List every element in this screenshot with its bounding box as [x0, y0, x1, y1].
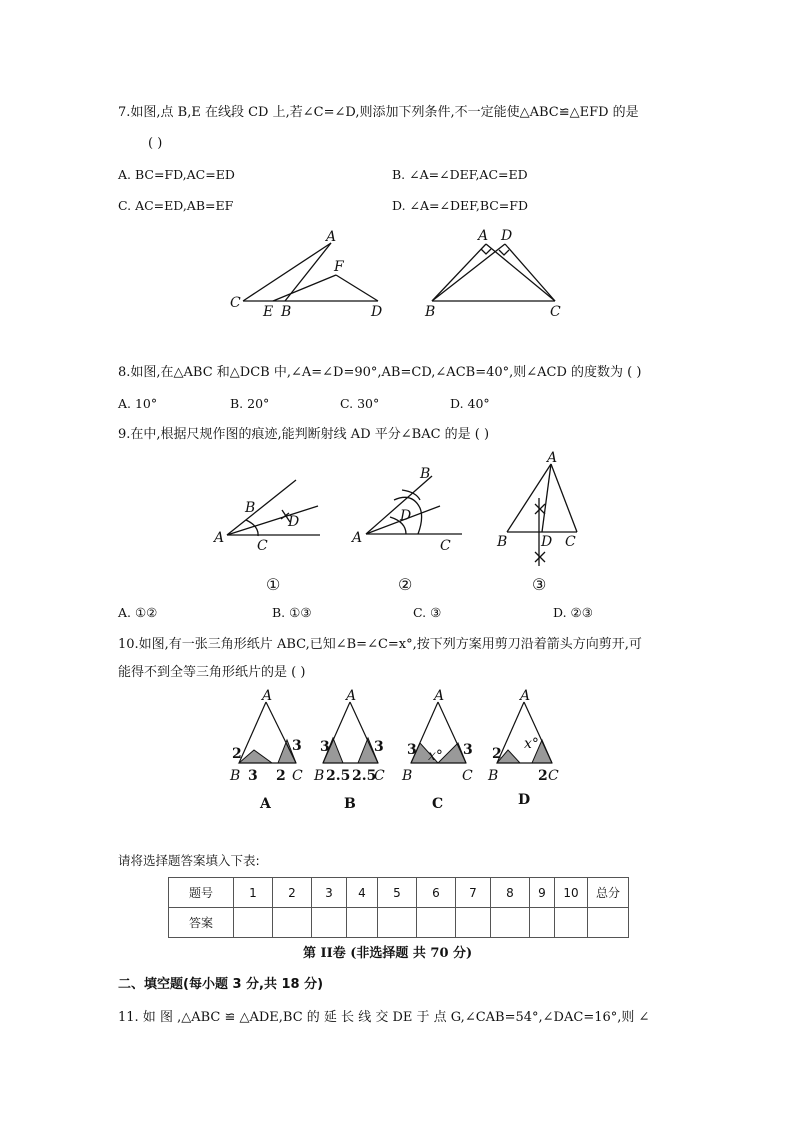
q10-c-vertex-b: B [402, 768, 413, 784]
answer-table-answer-row [169, 908, 629, 938]
answer-table-header-label: 题号 [169, 878, 234, 908]
q9-figure-3 [495, 446, 595, 571]
q10-b-measure-3-right: 3 [374, 739, 384, 755]
q7-label-c: C [230, 295, 241, 311]
q10-stem-line1: 10.如图,有一张三角形纸片 ABC,已知∠B=∠C=x°,按下列方案用剪刀沿着箭头方向剪开,可 [118, 637, 642, 652]
q9-option-c: C. ③ [413, 605, 442, 620]
answer-table-intro: 请将选择题答案填入下表: [118, 853, 260, 868]
answer-table-header-row [169, 878, 629, 908]
q9-option-a: A. ①② [118, 605, 158, 620]
answer-cell-9[interactable] [530, 908, 555, 938]
answer-table-header-3: 3 [312, 878, 347, 908]
q10-panel-d-label: D [518, 792, 531, 808]
q9-fig1-label-c: C [257, 538, 268, 554]
q7-figure-left [225, 226, 395, 322]
q10-a-vertex-b: B [230, 768, 241, 784]
answer-cell-1[interactable] [234, 908, 273, 938]
q9-figure-number-3: ③ [532, 575, 547, 594]
q10-panel-a [226, 688, 306, 816]
q10-stem-line2: 能得不到全等三角形纸片的是 ( ) [118, 665, 306, 680]
q7-label-b: B [281, 304, 292, 320]
q9-fig2-label-c: C [440, 538, 451, 552]
q9-figure-number-2: ② [398, 575, 413, 594]
q7-option-b: B. ∠A=∠DEF,AC=ED [392, 167, 528, 182]
answer-table-header-1: 1 [234, 878, 273, 908]
q10-d-vertex-b: B [488, 768, 499, 784]
q10-d-measure-2-bottom: 2 [538, 768, 548, 784]
q7-option-d: D. ∠A=∠DEF,BC=FD [392, 198, 528, 213]
q10-panel-d [484, 688, 564, 816]
answer-table-header-9: 9 [530, 878, 555, 908]
q9-option-b: B. ①③ [272, 605, 312, 620]
q10-b-vertex-a: A [346, 688, 357, 704]
answer-table-header-10: 10 [555, 878, 588, 908]
answer-cell-5[interactable] [378, 908, 417, 938]
q10-a-measure-2-left: 2 [232, 746, 242, 762]
q10-panel-b-label: B [344, 796, 356, 812]
q10-panel-a-label: A [260, 796, 271, 812]
q10-b-vertex-b: B [314, 768, 325, 784]
section2-title: 二、填空题(每小题 3 分,共 18 分) [118, 977, 324, 992]
q10-c-measure-x: x° [428, 748, 443, 764]
answer-cell-7[interactable] [456, 908, 491, 938]
q7-answer-paren: ( ) [148, 136, 163, 151]
answer-table-row-label: 答案 [169, 908, 234, 938]
q9-fig3-label-b: B [497, 534, 508, 550]
answer-cell-8[interactable] [491, 908, 530, 938]
answer-table-header-7: 7 [456, 878, 491, 908]
q7-option-a: A. BC=FD,AC=ED [118, 167, 235, 182]
q10-panel-c [398, 688, 478, 816]
q10-a-measure-2-bottom: 2 [276, 768, 286, 784]
q9-fig2-label-d: D [400, 508, 412, 524]
answer-cell-2[interactable] [273, 908, 312, 938]
answer-cell-3[interactable] [312, 908, 347, 938]
answer-cell-6[interactable] [417, 908, 456, 938]
q7-stem: 7.如图,点 B,E 在线段 CD 上,若∠C=∠D,则添加下列条件,不一定能使△ABC≌△EFD 的是 [118, 105, 639, 120]
q9-fig2-label-a: A [352, 530, 363, 546]
q10-a-measure-3-bottom: 3 [248, 768, 258, 784]
q10-a-vertex-c: C [292, 768, 303, 784]
q10-d-vertex-c: C [548, 768, 559, 784]
q9-figure-2 [350, 462, 470, 552]
q9-figure-number-1: ① [266, 575, 281, 594]
q7-label-f: F [334, 259, 344, 275]
q9-fig1-label-b: B [245, 500, 256, 516]
q9-fig3-label-d: D [541, 534, 553, 550]
answer-cell-total[interactable] [588, 908, 629, 938]
q10-c-vertex-a: A [434, 688, 445, 704]
q9-figure-1 [210, 470, 330, 555]
q8-option-b: B. 20° [230, 396, 270, 411]
answer-table-header-4: 4 [347, 878, 378, 908]
q9-stem: 9.在中,根据尺规作图的痕迹,能判断射线 AD 平分∠BAC 的是 ( ) [118, 427, 490, 442]
q8-option-c: C. 30° [340, 396, 380, 411]
q10-d-measure-x: x° [524, 736, 539, 752]
q9-fig3-label-a: A [547, 450, 558, 466]
q10-b-measure-2.5-right: 2.5 [352, 768, 377, 784]
q9-fig1-label-d: D [288, 514, 300, 530]
q8-stem: 8.如图,在△ABC 和△DCB 中,∠A=∠D=90°,AB=CD,∠ACB=40°,则∠ACD 的度数为 ( ) [118, 365, 642, 380]
q9-fig3-label-c: C [565, 534, 576, 550]
q8-option-d: D. 40° [450, 396, 490, 411]
q7-option-c: C. AC=ED,AB=EF [118, 198, 234, 213]
q7-label-a: A [326, 229, 337, 245]
answer-cell-10[interactable] [555, 908, 588, 938]
q9-fig2-label-b: B [420, 466, 431, 482]
q10-b-measure-2.5-left: 2.5 [326, 768, 351, 784]
q7-fig2-label-c: C [550, 304, 561, 320]
answer-table-header-total: 总分 [588, 878, 629, 908]
q7-fig2-label-d: D [501, 228, 513, 244]
q8-option-a: A. 10° [118, 396, 158, 411]
answer-cell-4[interactable] [347, 908, 378, 938]
q10-c-measure-3-left: 3 [407, 742, 417, 758]
q10-a-measure-3-right: 3 [292, 738, 302, 754]
answer-table-header-6: 6 [417, 878, 456, 908]
q7-fig2-label-b: B [425, 304, 436, 320]
answer-table-header-5: 5 [378, 878, 417, 908]
q7-label-e: E [263, 304, 274, 320]
q10-panel-b [310, 688, 390, 816]
q9-option-d: D. ②③ [553, 605, 593, 620]
answer-table-header-2: 2 [273, 878, 312, 908]
q10-b-vertex-c: C [374, 768, 385, 784]
q7-label-d: D [371, 304, 383, 320]
q7-fig2-label-a: A [478, 228, 489, 244]
q10-a-vertex-a: A [262, 688, 273, 704]
q11-stem: 11. 如 图 ,△ABC ≌ △ADE,BC 的 延 长 线 交 DE 于 点 G,∠CAB=54°,∠DAC=16°,则 ∠ [118, 1010, 650, 1025]
q10-panel-c-label: C [432, 796, 444, 812]
q7-figure-right [420, 226, 570, 322]
q10-b-measure-3-left: 3 [320, 739, 330, 755]
answer-table-header-8: 8 [491, 878, 530, 908]
q10-d-measure-2-left: 2 [492, 746, 502, 762]
q10-d-vertex-a: A [520, 688, 531, 704]
answer-table [168, 877, 629, 938]
q10-c-measure-3-right: 3 [463, 742, 473, 758]
part2-title: 第 II卷 (非选择题 共 70 分) [303, 946, 473, 961]
q10-c-vertex-c: C [462, 768, 473, 784]
q9-fig1-label-a: A [214, 530, 225, 546]
